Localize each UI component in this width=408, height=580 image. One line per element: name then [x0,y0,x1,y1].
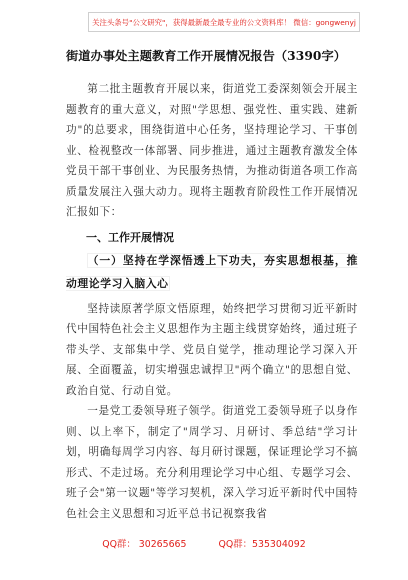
header-banner [88,12,360,32]
header-banner-text: 关注头条号"公文研究"，获得最新最全最专业的公文资料库！ 微信：gongwenyj [92,17,356,27]
paragraph-2: 坚持读原著学原文悟原理，始终把学习贯彻习近平新时代中国特色社会主义思想作为主题主线贯穿始终，通过班子带头学、支部集中学、党员自觉学，推动理论学习深入开展、全面覆盖，切实增强忠诚捍卫"两个确立"的思想自觉、政治自觉、行动自觉。 [66,302,358,397]
document-title: 街道办事处主题教育工作开展情况报告（3390字） [66,49,347,63]
paragraph-3: 一是党工委领导班子领学。街道党工委领导班子以身作则、以上率下，制定了"周学习、月研讨、季总结"学习计划，明确每周学习内容、每月研讨课题，保证理论学习不搞形式、不走过场。充分利用理论学习中心组、专题学习会、班子会"第一议题"等学习契机，深入学习近平新时代中国特色社会主义思想和习近平总书记视察我省 [66,405,358,520]
subsection-heading-1 [66,249,358,295]
footer-qq-group-1: QQ群： 30265665 [102,539,187,550]
subsection-heading-1-text: （一）坚持在学深悟透上下功夫，夯实思想根基，推动理论学习入脑入心 [66,253,358,290]
footer [0,536,408,550]
intro-paragraph: 第二批主题教育开展以来，街道党工委深刻领会开展主题教育的重大意义，对照"学思想、强党性、重实践、建新功"的总要求，围绕街道中心任务，坚持理论学习、干事创业、检视整改一体部署、同步推进，通过主题教育激发全体党员干部干事创业、为民服务热情，为推动街道各项工作高质量发展注入强大动力。现将主题教育阶段性工作开展情况汇报如下： [66,83,358,218]
footer-qq-group-2: QQ群：535304092 [218,539,306,550]
document-page [66,47,358,524]
section-heading-1: 一、工作开展情况 [86,230,174,244]
